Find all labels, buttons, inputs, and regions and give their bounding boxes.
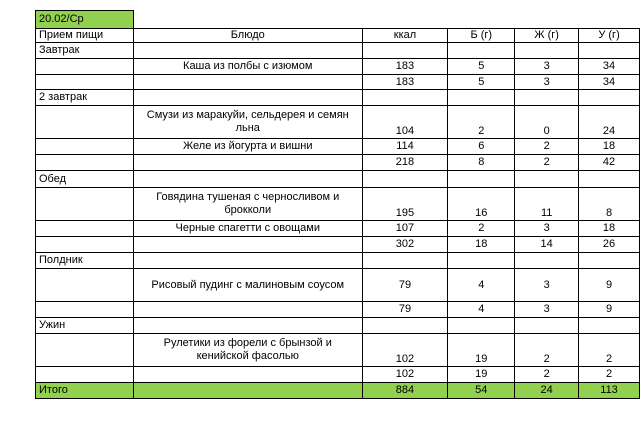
dish-kcal[interactable]: 102	[362, 334, 448, 367]
dish-kcal[interactable]: 104	[362, 106, 448, 139]
meal-name[interactable]: Полдник	[36, 253, 134, 269]
total-row	[36, 155, 640, 171]
header-fat: Ж (г)	[515, 29, 579, 43]
total-kcal[interactable]: 302	[362, 237, 448, 253]
dish-name[interactable]: Говядина тушеная с черносливом и брокколи	[133, 188, 362, 221]
grand-total-kcal[interactable]: 884	[362, 383, 448, 399]
header-dish: Блюдо	[133, 29, 362, 43]
dish-protein[interactable]: 6	[448, 139, 515, 155]
dish-carbs[interactable]: 34	[579, 59, 640, 75]
total-fat[interactable]: 2	[515, 155, 579, 171]
dish-name[interactable]: Черные спагетти с овощами	[133, 221, 362, 237]
dish-row	[36, 106, 640, 139]
dish-name[interactable]: Смузи из маракуйи, сельдерея и семян льна	[133, 106, 362, 139]
meal-row-breakfast	[36, 43, 640, 59]
total-protein[interactable]: 8	[448, 155, 515, 171]
dish-protein[interactable]: 5	[448, 59, 515, 75]
total-row	[36, 237, 640, 253]
dish-fat[interactable]: 0	[515, 106, 579, 139]
meal-name[interactable]: Обед	[36, 171, 134, 188]
dish-fat[interactable]: 3	[515, 59, 579, 75]
meal-name[interactable]: 2 завтрак	[36, 90, 134, 106]
total-row	[36, 302, 640, 318]
meal-row-breakfast2	[36, 90, 640, 106]
dish-row	[36, 221, 640, 237]
dish-kcal[interactable]: 107	[362, 221, 448, 237]
total-row	[36, 367, 640, 383]
meal-name[interactable]: Ужин	[36, 318, 134, 334]
dish-kcal[interactable]: 183	[362, 59, 448, 75]
header-protein: Б (г)	[448, 29, 515, 43]
grand-total-row	[36, 383, 640, 399]
grand-total-carbs[interactable]: 113	[579, 383, 640, 399]
meal-row-lunch	[36, 171, 640, 188]
meal-name[interactable]: Завтрак	[36, 43, 134, 59]
dish-carbs[interactable]: 2	[579, 334, 640, 367]
dish-fat[interactable]: 3	[515, 221, 579, 237]
empty-top	[133, 11, 639, 29]
header-row	[36, 29, 640, 43]
dish-fat[interactable]: 2	[515, 139, 579, 155]
total-protein[interactable]: 18	[448, 237, 515, 253]
total-carbs[interactable]: 9	[579, 302, 640, 318]
dish-protein[interactable]: 16	[448, 188, 515, 221]
total-kcal[interactable]: 79	[362, 302, 448, 318]
dish-fat[interactable]: 3	[515, 269, 579, 302]
meal-row-snack	[36, 253, 640, 269]
total-carbs[interactable]: 42	[579, 155, 640, 171]
dish-name[interactable]: Рулетики из форели с брынзой и кенийской фасолью	[133, 334, 362, 367]
header-carbs: У (г)	[579, 29, 640, 43]
grand-total-label[interactable]: Итого	[36, 383, 134, 399]
date-cell[interactable]: 20.02/Ср	[36, 11, 134, 29]
dish-protein[interactable]: 2	[448, 221, 515, 237]
dish-row	[36, 59, 640, 75]
grand-total-fat[interactable]: 24	[515, 383, 579, 399]
dish-kcal[interactable]: 195	[362, 188, 448, 221]
dish-row	[36, 269, 640, 302]
total-carbs[interactable]: 2	[579, 367, 640, 383]
dish-row	[36, 139, 640, 155]
total-protein[interactable]: 4	[448, 302, 515, 318]
total-carbs[interactable]: 34	[579, 75, 640, 90]
dish-name[interactable]: Каша из полбы с изюмом	[133, 59, 362, 75]
total-protein[interactable]: 5	[448, 75, 515, 90]
nutrition-table	[35, 10, 640, 399]
dish-row	[36, 334, 640, 367]
dish-fat[interactable]: 2	[515, 334, 579, 367]
header-kcal: ккал	[362, 29, 448, 43]
dish-name[interactable]: Желе из йогурта и вишни	[133, 139, 362, 155]
dish-row	[36, 188, 640, 221]
dish-carbs[interactable]: 18	[579, 221, 640, 237]
dish-kcal[interactable]: 79	[362, 269, 448, 302]
dish-carbs[interactable]: 24	[579, 106, 640, 139]
dish-carbs[interactable]: 9	[579, 269, 640, 302]
total-fat[interactable]: 14	[515, 237, 579, 253]
dish-protein[interactable]: 4	[448, 269, 515, 302]
total-kcal[interactable]: 218	[362, 155, 448, 171]
dish-protein[interactable]: 19	[448, 334, 515, 367]
dish-carbs[interactable]: 8	[579, 188, 640, 221]
total-carbs[interactable]: 26	[579, 237, 640, 253]
dish-fat[interactable]: 11	[515, 188, 579, 221]
total-fat[interactable]: 3	[515, 75, 579, 90]
total-fat[interactable]: 3	[515, 302, 579, 318]
dish-protein[interactable]: 2	[448, 106, 515, 139]
total-protein[interactable]: 19	[448, 367, 515, 383]
meal-row-dinner	[36, 318, 640, 334]
dish-kcal[interactable]: 114	[362, 139, 448, 155]
total-row	[36, 75, 640, 90]
total-kcal[interactable]: 183	[362, 75, 448, 90]
dish-carbs[interactable]: 18	[579, 139, 640, 155]
grand-total-protein[interactable]: 54	[448, 383, 515, 399]
total-kcal[interactable]: 102	[362, 367, 448, 383]
dish-name[interactable]: Рисовый пудинг с малиновым соусом	[133, 269, 362, 302]
header-meal: Прием пищи	[36, 29, 134, 43]
total-fat[interactable]: 2	[515, 367, 579, 383]
